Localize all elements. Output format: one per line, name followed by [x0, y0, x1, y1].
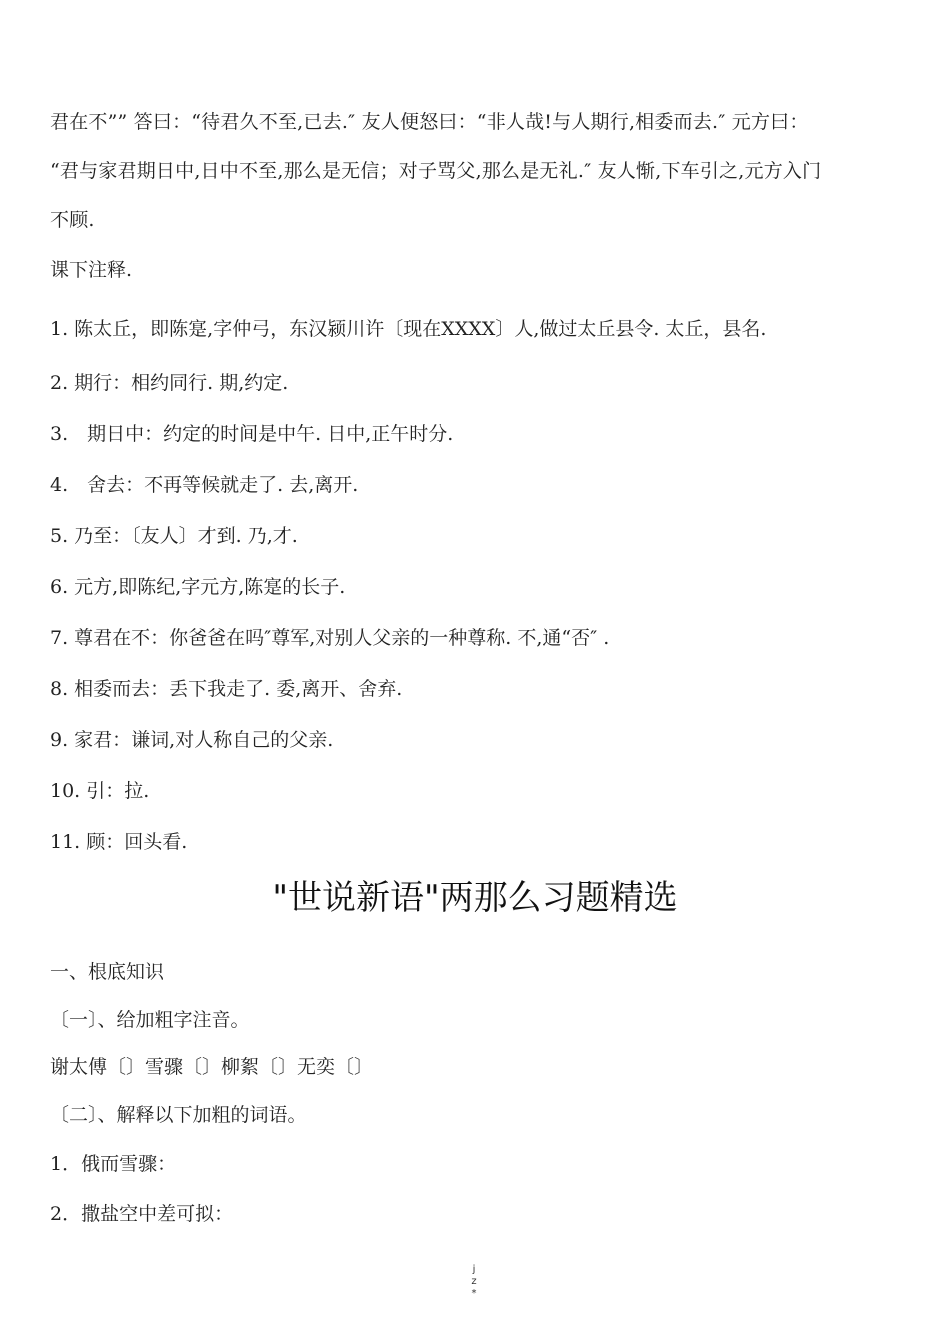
footer-char: z: [471, 1276, 477, 1287]
notes-heading: 课下注释.: [50, 259, 133, 281]
paragraph-line-3: 不顾.: [50, 209, 95, 231]
exercise-title: "世说新语"两那么习题精选: [272, 878, 678, 918]
note-item: 5. 乃至：〔友人〕才到. 乃,才.: [50, 525, 298, 547]
note-item: 10. 引：拉.: [50, 780, 150, 802]
note-item: 3. 期日中：约定的时间是中午. 日中,正午时分.: [50, 423, 454, 445]
exercise-item: 1．俄而雪骤：: [50, 1153, 177, 1175]
exercise-subheading: 〔一〕、给加粗字注音。: [50, 1009, 250, 1031]
note-item: 6. 元方,即陈纪,字元方,陈寔的长子.: [50, 576, 346, 598]
footer-char: *: [471, 1288, 477, 1299]
note-item: 8. 相委而去：丢下我走了. 委,离开、舍弃.: [50, 678, 403, 700]
exercise-subheading: 〔二〕、解释以下加粗的词语。: [50, 1104, 307, 1126]
note-item: 9. 家君：谦词,对人称自己的父亲.: [50, 729, 334, 751]
page-footer-mark: [466, 1264, 482, 1300]
note-item: 7. 尊君在不：你爸爸在吗″尊军,对别人父亲的一种尊称. 不,通“否″ .: [50, 627, 610, 649]
exercise-item: 谢太傅〔〕雪骤〔〕柳絮〔〕无奕〔〕: [50, 1056, 374, 1078]
note-item: 11. 顾：回头看.: [50, 831, 188, 853]
paragraph-line-1: 君在不”” 答曰：“待君久不至,已去.″ 友人便怒曰：“非人哉!与人期行,相委而去.″ 元方曰：: [50, 111, 809, 133]
note-item: 1. 陈太丘，即陈寔,字仲弓，东汉颍川许〔现在XXXX〕人,做过太丘县令. 太丘，县名.: [50, 318, 767, 340]
note-item: 4. 舍去：不再等候就走了. 去,离开.: [50, 474, 359, 496]
exercise-section-heading: 一、根底知识: [50, 961, 165, 983]
exercise-item: 2．撒盐空中差可拟：: [50, 1203, 234, 1225]
paragraph-line-2: “君与家君期日中,日中不至,那么是无信；对子骂父,那么是无礼.″ 友人惭,下车引之,元方入门: [50, 160, 822, 182]
footer-char: j: [472, 1264, 476, 1275]
note-item: 2. 期行：相约同行. 期,约定.: [50, 372, 289, 394]
